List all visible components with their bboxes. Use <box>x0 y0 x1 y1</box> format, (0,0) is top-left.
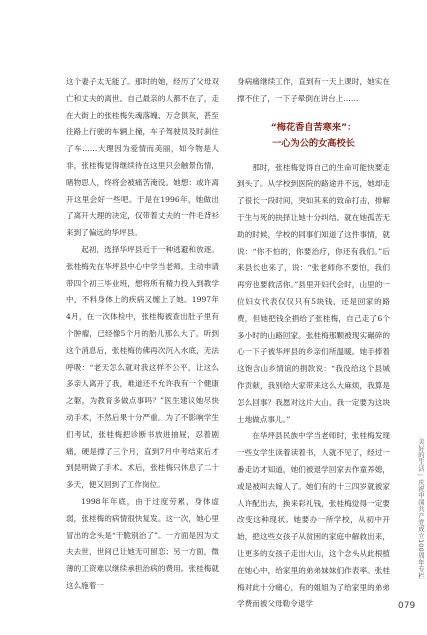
body-paragraph: 那时，张桂梅觉得自己的生命可能快要走到头了。从学校到医院的路途并不远，她却走了很长一段时间，突如其来的致命打击，排解于生与死的抉择让她十分纠结。就在她孤苦无助的时候，学校的同事们知道了这件事情，就说：“你不怕的，你要治疗，你还有我们。”后来县长也来了，说：“张老师你不要怕，我们再穷也要救活你。”县里开妇代会时，山里的一位妇女代表仅仅只有5块钱，还是回家的路费，但她把钱全捐给了张桂梅，自己走了6个多小时的山路回家。张桂梅那颗被现实碾碎的心一下子被华坪县的乡亲们所温暖。她手捧着这饱含山乡情谊的捐款说：“我没给这个县城作贡献，我别给大家带来这么大麻烦，我算是怎么回事？我愿对这片大山。我一定要为这块土地做点事儿。” <box>237 162 390 424</box>
section-heading-line1: “梅花香自苦寒来”： <box>270 121 357 133</box>
page-number: 079 <box>398 601 416 611</box>
body-paragraph: 这个妻子太无能了。那时的她，经历了父母双亡和丈夫的离世。自己最亲的人都不在了，走在大街上的张桂梅失魂落魄、万念俱灰，甚至往路上行驶的车辆上撞，车子驾驶员及时刹住了车……大理因为爱情而美丽，如今物是人非，张桂梅觉得继续待在这里只会触景伤情，睹物思人，终将会被痛苦淹没。她想：或许离开这里会好一些吧。于是在1996年，她做出了离开大理的决定，仅带着丈夫的一件毛背衫来到了偏远的华坪县。 <box>66 77 219 238</box>
left-text-column <box>66 74 219 595</box>
side-tab-text: 庆祝中国共产党成立100周年专栏 <box>417 478 425 579</box>
body-paragraph: 起初，选择华坪县近于一种逃避和放逐。张桂梅先在华坪县中心中学当老师，主动申请带四个初三毕业班，想将所有精力投入到教学中，不料身体上的疾病又缠上了她。1997年4月，在一次体检中，张桂梅被查出肚子里有个肿瘤，已经像5个月的胎儿那么大了。听到这个消息后，张桂梅仿佛再次沉入水底，无法呼吸：“老天怎么就对我这样不公平，让这么多亲人离开了我，难道还不允许我有一个健康之躯，为教育多做点事吗？”医生建议她尽快动手术，不然后果十分严重。为了不影响学生们考试，张桂梅把诊断书放进抽屉，忍着剧痛，硬是撑了三个月，直到7月中考结束后才到昆明做了手术。术后，张桂梅只休息了二十多天，便又回到了工作岗位。 <box>66 244 219 490</box>
side-column-tab <box>405 438 425 579</box>
body-paragraph: 在华坪县民族中学当老师时，张桂梅发现一些女学生读着读着书，人就不见了，经过一番走访才知道，她们被退学回家去作童养媳，或是被叫去嫁人了。她们有的十三四岁就被家人许配出去，换来彩礼钱，张桂梅觉得一定要改变这种现状。她要办一所学校，从初中开始，把这些女孩子从贫困的家庭中解救出来，让更多的女孩子走出大山，这个念头从此根植在她心中，给家里的弟弟妹妹们作表率。张桂梅对此十分痛心，有的姐姐为了给家里的弟弟学费而被父母勒令退学 <box>237 431 390 609</box>
right-text-column <box>237 74 390 613</box>
body-paragraph: 身病痛继续工作，直到有一天上课时，她实在撑不住了，一下子晕倒在讲台上…… <box>237 77 390 103</box>
side-tab-separator: | <box>417 473 425 477</box>
section-heading <box>237 120 390 152</box>
body-paragraph: 1998年年底，由于过度劳累，身体虚弱，张桂梅的病情很快复发。这一次，她心里冒出的念头是“干脆别治了”。一方面是因为丈夫去世，世间已让她无可留恋；另一方面，微薄的工资难以继续承担治病的费用。张桂梅就这么施着一 <box>66 496 219 590</box>
section-heading-line2: 一心为公的女高校长 <box>272 137 355 149</box>
side-tab-text: 美好的生活 <box>417 438 425 472</box>
